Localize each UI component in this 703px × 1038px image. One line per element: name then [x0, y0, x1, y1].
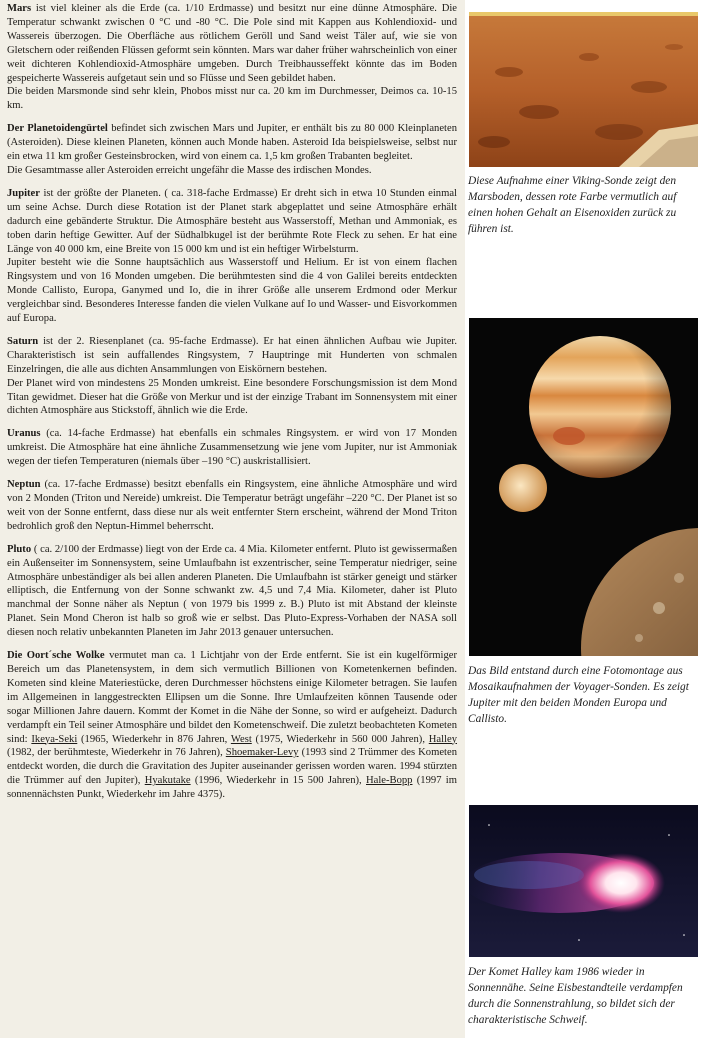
section-jupiter: Jupiter ist der größte der Planeten. ( ca. 318-fache Erdmasse) Er dreht sich in etwa 10 Stunden einmal um seine Achse. Durch diese Rotation ist der Planet stark abgeplattet und seine Atmosphäre erhält dadurch eine gebänderte Struktur. Die Atmosphäre besteht aus Wasserstoff, Methan und Ammoniak, es toben darin heftige Gewitter. Auf der Südhalbkugel ist der berühmte Rote Fleck zu sehen. Er hat eine Länge von 40 000 km, eine Breite von 15 000 km und ist ein heftiger Wirbelsturm. Jupiter besteht wie die Sonne hauptsächlich aus Wasserstoff und Helium. Er ist von einem flachen Ringsystem und von 16 Monden umgeben. Die berühmtesten sind die 4 von Galilei bereits entdeckten Monde Callisto, Europa, Ganymed und Io, die in ihrer Größe alle unserem Erdmond oder Merkur vergleichbar sind. Besonderes Interesse fanden die vielen Vulkane auf Io und Wasser- und Eisvorkommen auf Europa.	[7, 187, 457, 325]
jupiter-montage-photo	[469, 318, 698, 656]
main-text-column	[7, 2, 457, 802]
comet-hyakutake: Hyakutake	[144, 775, 191, 787]
comet-ikeya-seki: Ikeya-Seki	[31, 733, 78, 745]
term-pluto: Pluto	[7, 543, 32, 555]
caption-jupiter: Das Bild entstand durch eine Fotomontage aus Mosaikaufnahmen der Voyager-Sonden. Es zeigt Jupiter mit den beiden Monden Europa und Callisto.	[468, 665, 689, 725]
term-oort-cloud: Die Oort´sche Wolke	[7, 650, 105, 662]
section-planetoid-belt: Der Planetoidengürtel befindet sich zwischen Mars und Jupiter, er enthält bis zu 80 000 Kleinplaneten (Asteroiden). Diese kleinen Planeten, können auch Monde haben. Asteroid Ida beispielsweise, selbst nur ein etwa 11 km großer Gesteinsbrocken, wird von einem ca. 1,5 km großen Trabanten begleitet. Die Gesamtmasse aller Asteroiden erreicht ungefähr die Masse des irdischen Mondes.	[7, 123, 457, 176]
comet-shoemaker-levy: Shoemaker-Levy	[225, 747, 299, 759]
caption-halley: Der Komet Halley kam 1986 wieder in Sonnennähe. Seine Eisbestandteile verdampfen durch die Sonnenstrahlung, so bildet sich der charakteristische Schweif.	[468, 966, 683, 1026]
caption-mars: Diese Aufnahme einer Viking-Sonde zeigt den Marsboden, dessen rote Farbe vermutlich auf einen hohen Gehalt an Eisenoxiden zurück zu führen ist.	[468, 175, 677, 235]
comet-hale-bopp: Hale-Bopp	[366, 775, 413, 787]
comet-west: West	[230, 733, 252, 745]
halley-comet-photo	[469, 805, 698, 957]
term-jupiter: Jupiter	[7, 187, 40, 199]
comet-halley: Halley	[428, 733, 457, 745]
section-pluto: Pluto ( ca. 2/100 der Erdmasse) liegt von der Erde ca. 4 Mia. Kilometer entfernt. Pluto ist gewissermaßen ein Außenseiter im Sonnensystem, seine Umlaufbahn ist exzentrischer, seine Temperatur niedriger, seine Atmosphäre unbeständiger als bei allen anderen Planeten. Die Umlaufbahn ist stärker geneigt und stärker elliptisch, die Entfernung von der Sonne schwankt zw. 4,5 und 7,4 Mia. Kilometer, daher ist Pluto manchmal der Sonne näher als Neptun ( von 1979 bis 1999 z. B.) Pluto ist mit Abstand der kleinste Planet. Sein Mond Cheron ist halb so groß wie er selbst. Das Pluto-Express-Vorhaben der NASA soll diesen noch relativ unbekannten Planeten im Jahr 2013 genauer untersuchen.	[7, 543, 457, 639]
term-mars: Mars	[7, 3, 32, 14]
section-mars: Mars ist viel kleiner als die Erde (ca. 1/10 Erdmasse) und besitzt nur eine dünne Atmosphäre. Die Temperatur schwankt zwischen 0 °C und -80 °C. Die Pole sind mit Kappen aus Kohlendioxid- und Wassereis überzogen. Die Oberfläche aus rötlichem Geröll und Sand weist Täler auf, wie sie von Gletschern oder reißenden Flüssen geformt sein könnten. Mars war daher früher wahrscheinlich von einer weit dichteren Kohlendioxid-Atmosphäre umgeben. Durch Treibhausseffekt könnte das im Boden gespeicherte Wassereis aufgetaut sein und so Flüsse und Seen gebildet haben. Die beiden Marsmonde sind sehr klein, Phobos misst nur ca. 20 km im Durchmesser, Deimos ca. 10-15 km.	[7, 3, 457, 112]
section-neptun: Neptun (ca. 17-fache Erdmasse) besitzt ebenfalls ein Ringsystem, eine ähnliche Atmosphäre und wird von 2 Monden (Triton und Nereide) umkreist. Die Temperatur beträgt ungefähr –220 °C. Der Planet ist so weit von der Sonne entfernt, dass diese nur als weit entfernter Stern erscheint, während der Mond Triton bedrohlich groß den Neptun-Himmel beherrscht.	[7, 479, 457, 532]
section-uranus: Uranus (ca. 14-fache Erdmasse) hat ebenfalls ein schmales Ringsystem. er wird von 17 Monden umkreist. Die Atmosphäre hat eine ähnliche Zusammensetzung wie jene vom Jupiter, nur ist Ammoniak wegen der tiefen Temperaturen (niemals über –190 °C) auskristallisiert.	[7, 428, 457, 468]
term-planetoid-belt: Der Planetoidengürtel	[7, 123, 108, 135]
mars-surface-photo	[469, 12, 698, 167]
section-oort-cloud: Die Oort´sche Wolke vermutet man ca. 1 Lichtjahr von der Erde entfernt. Sie ist ein kugelförmiger Bereich um das Planetensystem, in dem sich vermutlich Billionen von Kometenkernen befinden. Kometen sind kleine Materiestücke, deren Durchmesser höchstens einige Kilometer betragen. Sie laufen im Allgemeinen in langgestreckten Ellipsen um die Sonne. Ihre Umlaufzeiten können Tausende oder sogar Millionen Jahre dauern. Kommt der Komet in die Nähe der Sonne, so wird er aufgeheizt. Dadurch verdampft ein Teil seiner Atmosphäre und bildet den Kometenschweif. Die zuletzt beobachteten Kometen sind: Ikeya-Seki (1965, Wiederkehr in 876 Jahren, West (1975, Wiederkehr in 560 000 Jahren), Halley (1982, der berühmteste, Wiederkehr in 76 Jahren), Shoemaker-Levy (1993 sind 2 Trümmer des Kometen entdeckt worden, die durch die Gravitation des Jupiter auseinander gerissen worden waren. 1994 stürzten die Trümmer auf den Jupiter), Hyakutake (1996, Wiederkehr in 15 500 Jahren), Hale-Bopp (1997 im sonnennächsten Punkt, Wiederkehr im Jahre 4375).	[7, 650, 457, 801]
term-neptun: Neptun	[7, 479, 41, 491]
term-uranus: Uranus	[7, 428, 41, 440]
section-saturn: Saturn ist der 2. Riesenplanet (ca. 95-fache Erdmasse). Er hat einen ähnlichen Aufbau wie Jupiter. Charakteristisch ist sein auffallendes Ringsystem, 7 Hauptringe mit Hunderten von schmalen Einzelringen, die alle aus dichten Ansammlungen von Eiskörnern bestehen. Der Planet wird von mindestens 25 Monden umkreist. Eine besondere Forschungsmission ist dem Mond Titan gewidmet. Dieser hat die Größe von Merkur und ist der einzige Trabant im Sonnensystem mit einer dichten Atmosphäre aus Stickstoff, ähnlich wie die Erde.	[7, 335, 457, 417]
term-saturn: Saturn	[7, 335, 39, 347]
